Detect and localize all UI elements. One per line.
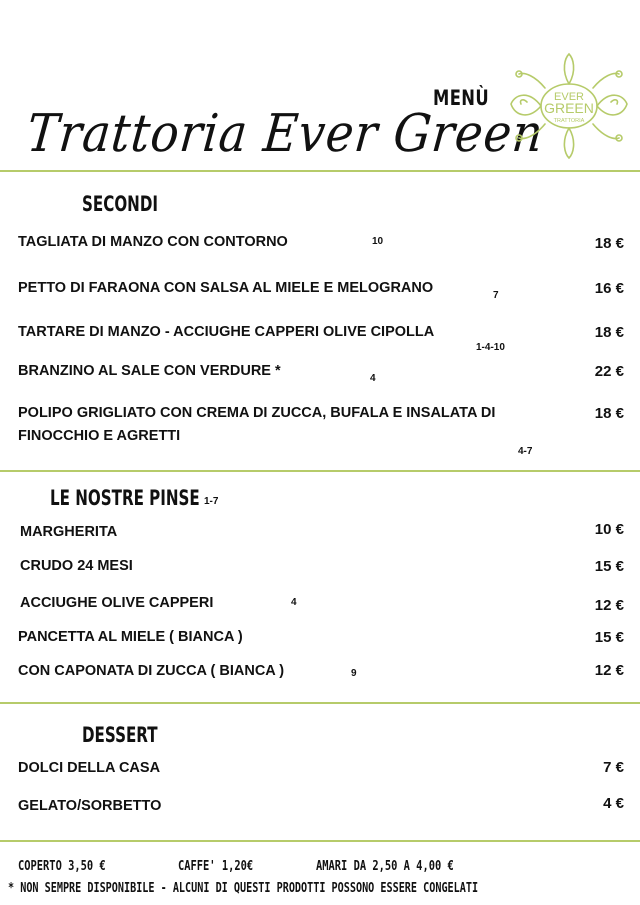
caffe-note: CAFFE' 1,20€ xyxy=(178,859,254,874)
item-price: 12 € xyxy=(594,662,624,679)
restaurant-title: Trattoria Ever Green xyxy=(24,104,547,164)
item-price: 18 € xyxy=(594,405,624,422)
allergen-note: 7 xyxy=(493,290,499,301)
divider xyxy=(0,840,640,842)
divider xyxy=(0,702,640,704)
allergen-note: 10 xyxy=(372,236,384,247)
allergen-note: 4-7 xyxy=(518,446,533,457)
item-name: MARGHERITA xyxy=(20,524,118,540)
item-name: TAGLIATA DI MANZO CON CONTORNO xyxy=(18,234,288,250)
allergen-note: 9 xyxy=(351,668,357,679)
item-name: ACCIUGHE OLIVE CAPPERI xyxy=(20,595,214,611)
allergen-note: 4 xyxy=(370,373,376,384)
item-price: 18 € xyxy=(594,324,624,341)
menu-label: MENÙ xyxy=(433,86,490,110)
section-title-pinse: LE NOSTRE PINSE xyxy=(50,486,200,510)
allergen-note: 4 xyxy=(291,597,297,608)
evergreen-logo xyxy=(505,50,633,162)
item-name: DOLCI DELLA CASA xyxy=(18,760,161,776)
item-price: 12 € xyxy=(594,597,624,614)
item-price: 22 € xyxy=(594,363,624,380)
coperto-note: COPERTO 3,50 € xyxy=(18,859,106,874)
item-name: POLIPO GRIGLIATO CON CREMA DI ZUCCA, BUFALA E INSALATA DI FINOCCHIO E AGRETTI xyxy=(18,405,496,444)
item-price: 18 € xyxy=(594,235,624,252)
logo-line1: EVER xyxy=(554,91,584,103)
allergen-note: 1-4-10 xyxy=(476,342,505,353)
item-name: GELATO/SORBETTO xyxy=(18,798,162,814)
item-price: 16 € xyxy=(594,280,624,297)
logo-line2: GREEN xyxy=(544,100,594,116)
divider xyxy=(0,470,640,472)
disclaimer: * NON SEMPRE DISPONIBILE - ALCUNI DI QUESTI PRODOTTI POSSONO ESSERE CONGELATI xyxy=(8,881,479,896)
logo-line3: TRATTORIA xyxy=(553,118,585,124)
item-price: 4 € xyxy=(603,795,624,812)
item-name: PANCETTA AL MIELE ( BIANCA ) xyxy=(18,629,243,645)
item-price: 15 € xyxy=(594,629,624,646)
item-name: CRUDO 24 MESI xyxy=(20,558,133,574)
item-price: 7 € xyxy=(603,759,624,776)
item-price: 15 € xyxy=(594,558,624,575)
item-name: PETTO DI FARAONA CON SALSA AL MIELE E MELOGRANO xyxy=(18,280,434,296)
item-name: BRANZINO AL SALE CON VERDURE * xyxy=(18,363,281,379)
divider xyxy=(0,170,640,172)
item-price: 10 € xyxy=(594,521,624,538)
section-title-dessert: DESSERT xyxy=(82,723,158,747)
item-name: CON CAPONATA DI ZUCCA ( BIANCA ) xyxy=(18,663,285,679)
allergen-note: 1-7 xyxy=(204,496,219,507)
item-name: TARTARE DI MANZO - ACCIUGHE CAPPERI OLIVE CIPOLLA xyxy=(18,324,435,340)
amari-note: AMARI DA 2,50 A 4,00 € xyxy=(316,859,454,874)
section-title-secondi: SECONDI xyxy=(82,192,159,216)
